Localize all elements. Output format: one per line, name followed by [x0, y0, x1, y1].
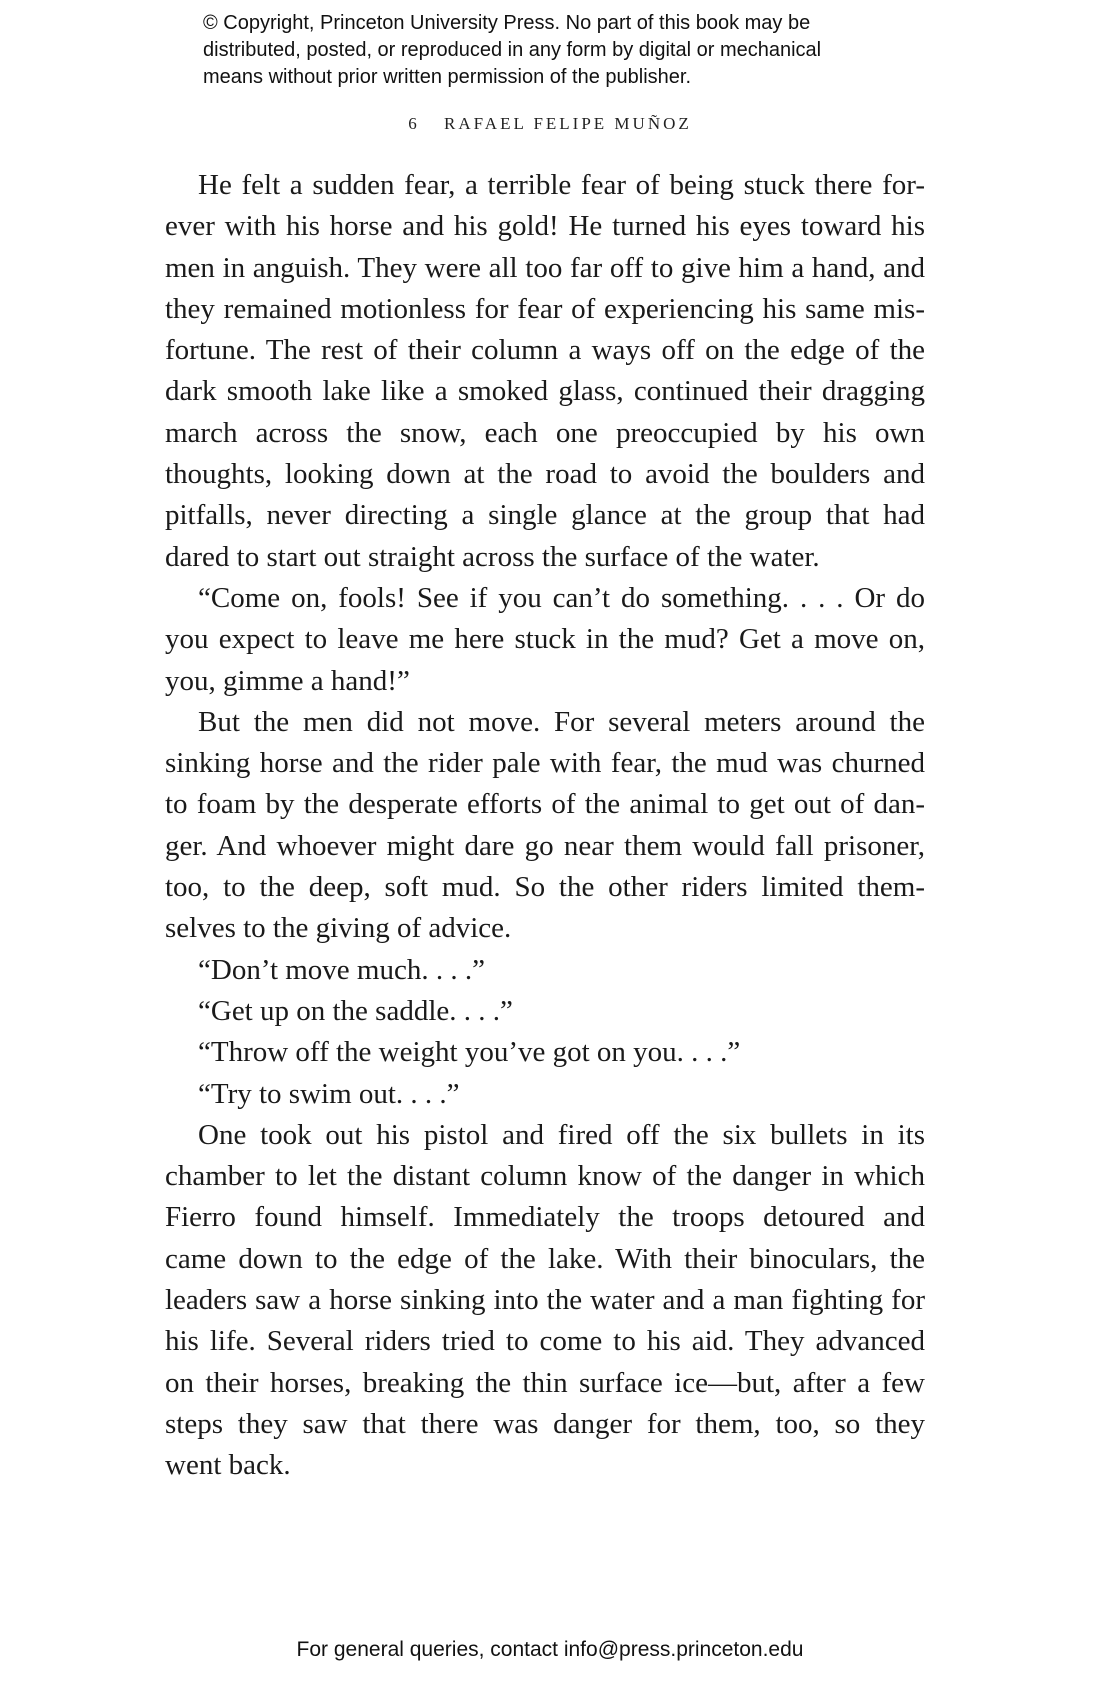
text-line: on their horses, breaking the thin surface ice—but, after a few — [165, 1366, 925, 1399]
footer-contact: For general queries, contact info@press.princeton.edu — [296, 1638, 804, 1661]
text-line: dark smooth lake like a smoked glass, continued their dragging — [165, 375, 925, 408]
body-text — [165, 165, 925, 1487]
text-line: fortune. The rest of their column a ways off on the edge of the — [165, 334, 925, 367]
text-line: went back. — [165, 1449, 291, 1482]
copyright-line: means without prior written permission of the publisher. — [203, 66, 692, 88]
text-line: you, gimme a hand!” — [165, 664, 410, 697]
text-line: to foam by the desperate efforts of the animal to get out of dan- — [165, 788, 925, 821]
text-line: men in anguish. They were all too far off to give him a hand, and — [165, 251, 925, 284]
text-line: “Don’t move much. . . .” — [198, 953, 485, 986]
running-head-author: RAFAEL FELIPE MUÑOZ — [443, 114, 692, 133]
text-line: ever with his horse and his gold! He turned his eyes toward his — [165, 210, 925, 243]
text-line: you expect to leave me here stuck in the mud? Get a move on, — [165, 623, 925, 656]
page-number: 6 — [408, 114, 417, 133]
text-line: his life. Several riders tried to come to his aid. They advanced — [165, 1325, 925, 1358]
text-line: steps they saw that there was danger for them, too, so they — [165, 1407, 925, 1440]
text-line: pitfalls, never directing a single glance at the group that had — [165, 499, 925, 532]
text-line: “Throw off the weight you’ve got on you. . . .” — [198, 1036, 741, 1069]
text-line: He felt a sudden fear, a terrible fear of being stuck there for- — [198, 169, 925, 201]
text-line: came down to the edge of the lake. With their binoculars, the — [165, 1242, 925, 1275]
text-line: But the men did not move. For several meters around the — [198, 705, 925, 738]
text-line: too, to the deep, soft mud. So the other riders limited them- — [165, 871, 925, 904]
text-line: selves to the giving of advice. — [165, 912, 512, 945]
copyright-line: © Copyright, Princeton University Press. No part of this book may be — [203, 12, 811, 34]
text-line: One took out his pistol and fired off the six bullets in its — [198, 1118, 925, 1151]
text-line: Fierro found himself. Immediately the troops detoured and — [165, 1201, 925, 1234]
text-line: thoughts, looking down at the road to avoid the boulders and — [165, 458, 925, 491]
text-line: “Try to swim out. . . .” — [198, 1077, 460, 1110]
text-line: “Come on, fools! See if you can’t do something. . . . Or do — [198, 581, 925, 614]
text-line: dared to start out straight across the surface of the water. — [165, 540, 820, 573]
text-line: “Get up on the saddle. . . .” — [198, 994, 513, 1027]
text-line: leaders saw a horse sinking into the water and a man fighting for — [165, 1284, 925, 1317]
text-line: march across the snow, each one preoccupied by his own — [165, 416, 925, 449]
text-line: sinking horse and the rider pale with fear, the mud was churned — [165, 747, 925, 780]
text-line: they remained motionless for fear of experiencing his same mis- — [165, 292, 925, 325]
copyright-notice — [203, 10, 923, 91]
text-line: chamber to let the distant column know of the danger in which — [165, 1160, 925, 1193]
copyright-line: distributed, posted, or reproduced in any form by digital or mechanical — [203, 39, 822, 61]
running-head — [0, 114, 1100, 134]
text-line: ger. And whoever might dare go near them would fall prisoner, — [165, 829, 925, 862]
